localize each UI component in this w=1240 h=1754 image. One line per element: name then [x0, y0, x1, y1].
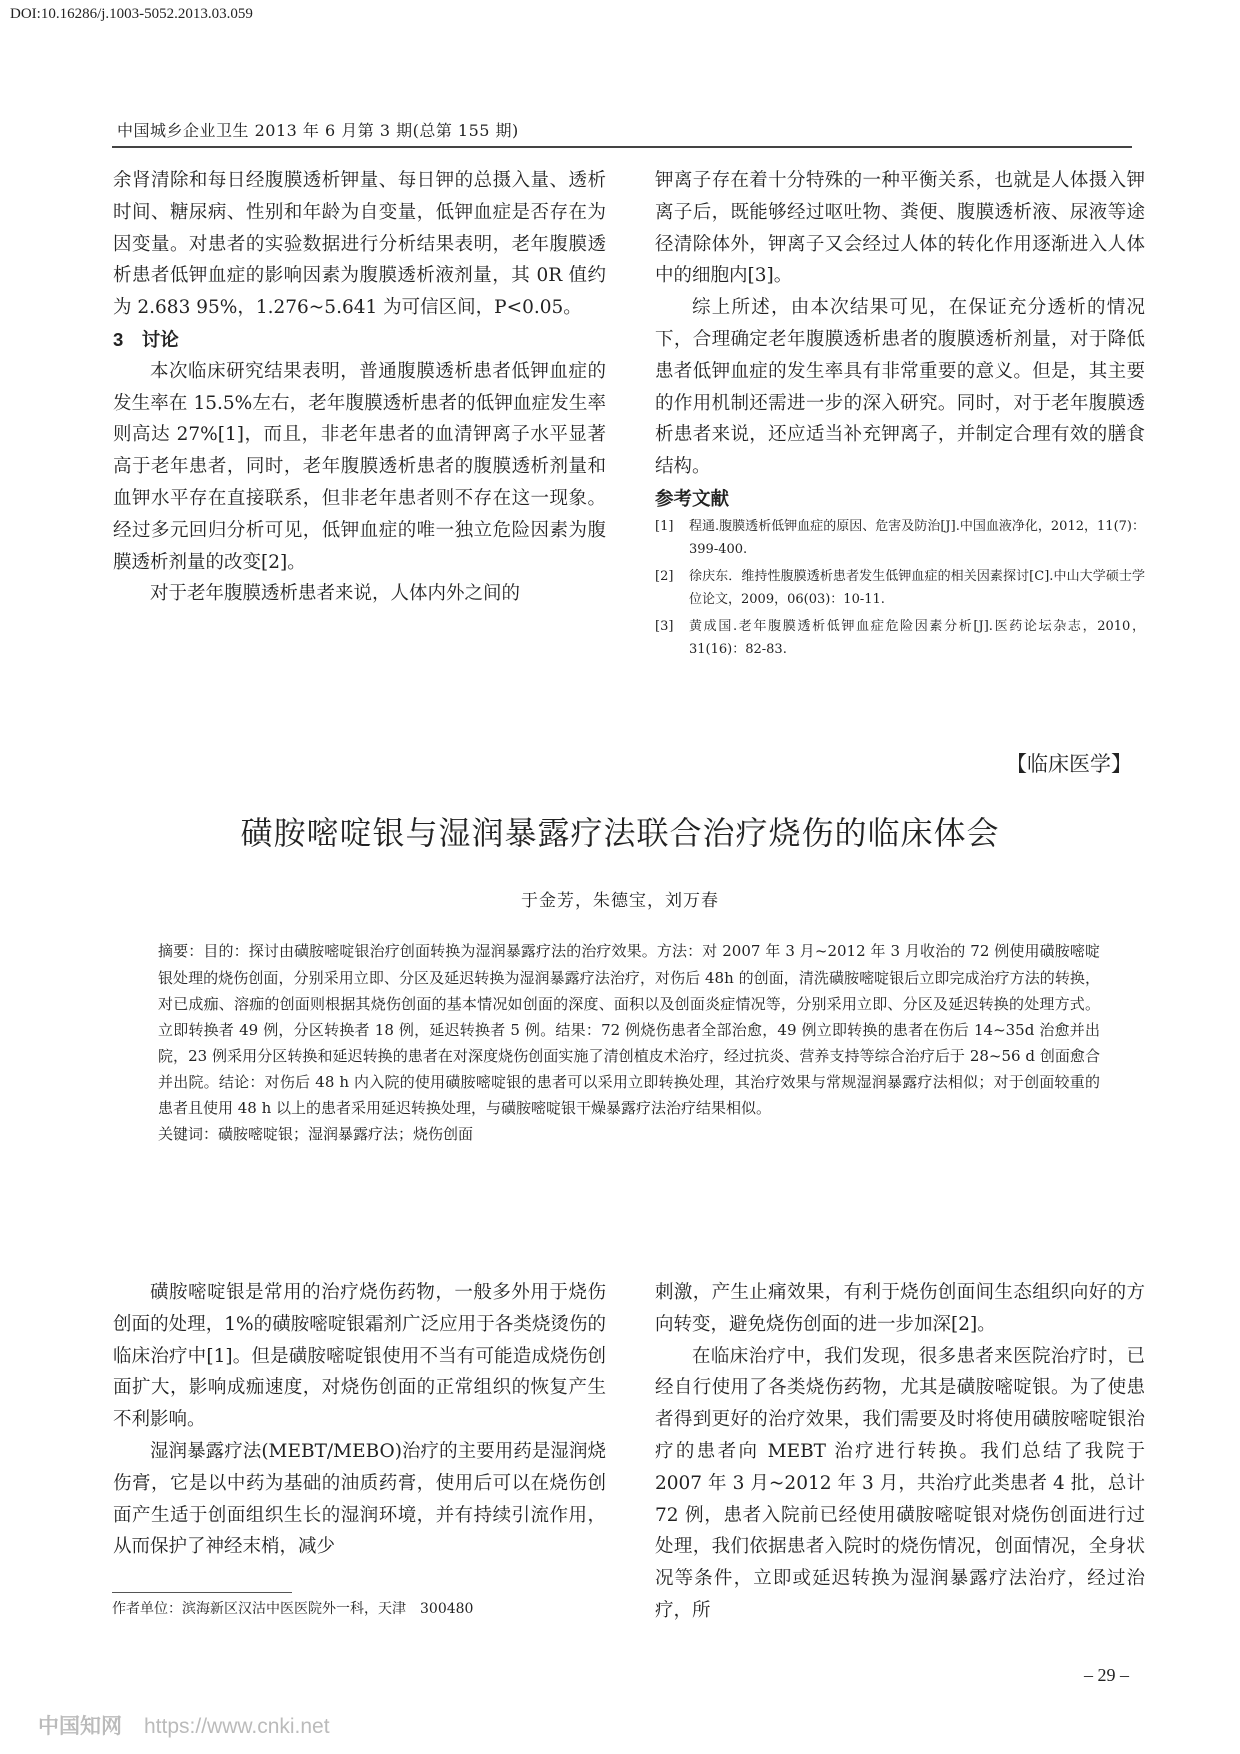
reference-item: [655, 515, 1145, 561]
top-right-column: [655, 165, 1145, 665]
watermark-brand: 中国知网: [38, 1715, 122, 1738]
keywords-label: 关键词：: [158, 1126, 219, 1143]
reference-item: [655, 565, 1145, 611]
paragraph: 湿润暴露疗法(MEBT/MEBO)治疗的主要用药是湿润烧伤膏，它是以中药为基础的油质药膏，使用后可以在烧伤创面产生适于创面组织生长的湿润环境，并有持续引流作用，从而保护了神经末梢，减少: [113, 1440, 606, 1558]
paragraph: 本次临床研究结果表明，普通腹膜透析患者低钾血症的发生率在 15.5%左右，老年腹膜透析患者的低钾血症发生率则高达 27%[1]，而且，非老年患者的血清钾离子水平显著高于老年患者，同时，老年腹膜透析患者的腹膜透析剂量和血钾水平存在直接联系，但非老年患者则不存在这一现象。经过多元回归分析可见，低钾血症的唯一独立危险因素为腹膜透析剂量的改变[2]。: [113, 360, 606, 573]
reference-text: 黄成国.老年腹膜透析低钾血症危险因素分析[J].医药论坛杂志，2010，31(16)：82-83.: [689, 618, 1145, 657]
body-right-column: [655, 1277, 1145, 1627]
paragraph: 刺激，产生止痛效果，有利于烧伤创面间生态组织向好的方向转变，避免烧伤创面的进一步加深[2]。: [655, 1282, 1145, 1335]
reference-text: 徐庆东．维持性腹膜透析患者发生低钾血症的相关因素探讨[C].中山大学硕士学位论文，2009，06(03)：10-11.: [689, 568, 1145, 607]
body-left-column: [113, 1277, 606, 1563]
watermark-url: https://www.cnki.net: [144, 1715, 330, 1738]
journal-header: 中国城乡企业卫生 2013 年 6 月第 3 期(总第 155 期): [117, 121, 519, 140]
paragraph: 余肾清除和每日经腹膜透析钾量、每日钾的总摄入量、透析时间、糖尿病、性别和年龄为自变量，低钾血症是否存在为因变量。对患者的实验数据进行分析结果表明，老年腹膜透析患者低钾血症的影响因素为腹膜透析液剂量，其 0R 值约为 2.683 95%，1.276~5.641 为可信区间，P<0.05。: [113, 170, 606, 319]
abstract: [158, 938, 1100, 1121]
header-rule: [112, 146, 1132, 148]
article-title: 磺胺嘧啶银与湿润暴露疗法联合治疗烧伤的临床体会: [240, 815, 1000, 851]
keywords: [158, 1121, 1100, 1148]
paragraph: 综上所述，由本次结果可见，在保证充分透析的情况下，合理确定老年腹膜透析患者的腹膜透析剂量，对于降低患者低钾血症的发生率具有非常重要的意义。但是，其主要的作用机制还需进一步的深入研究。同时，对于老年腹膜透析患者来说，还应适当补充钾离子，并制定合理有效的膳食结构。: [655, 297, 1145, 478]
abstract-block: [158, 938, 1100, 1148]
paragraph: 钾离子存在着十分特殊的一种平衡关系，也就是人体摄入钾离子后，既能够经过呕吐物、粪便、腹膜透析液、尿液等途径清除体外，钾离子又会经过人体的转化作用逐渐进入人体中的细胞内[3]。: [655, 170, 1145, 287]
abstract-text: 目的：探讨由磺胺嘧啶银治疗创面转换为湿润暴露疗法的治疗效果。方法：对 2007 年 3 月~2012 年 3 月收治的 72 例使用磺胺嘧啶银处理的烧伤创面，分别采用立即、分区及延迟转换为湿润暴露疗法治疗，对伤后 48h 的创面，清洗磺胺嘧啶银后立即完成治疗方法的转换，对已成痂、溶痂的创面则根据其烧伤创面的基本情况如创面的深度、面积以及创面炎症情况等，分别采用立即、分区及延迟转换的处理方式。立即转换者 49 例，分区转换者 18 例，延迟转换者 5 例。结果：72 例烧伤患者全部治愈，49 例立即转换的患者在伤后 14~35d 治愈并出院，23 例采用分区转换和延迟转换的患者在对深度烧伤创面实施了清创植皮术治疗，经过抗炎、营养支持等综合治疗后于 28~56 d 创面愈合并出院。结论：对伤后 48 h 内入院的使用磺胺嘧啶银的患者可以采用立即转换处理，其治疗效果与常规湿润暴露疗法相似；对于创面较重的患者且使用 48 h 以上的患者采用延迟转换处理，与磺胺嘧啶银干燥暴露疗法治疗结果相似。: [158, 942, 1100, 1117]
top-left-column: [113, 165, 606, 610]
page-number: – 29 –: [1084, 1665, 1129, 1685]
keywords-text: 磺胺嘧啶银；湿润暴露疗法；烧伤创面: [218, 1125, 474, 1143]
article-authors: 于金芳，朱德宝，刘万春: [521, 891, 719, 911]
reference-number: [2]: [655, 568, 674, 584]
section-heading: 3 讨论: [113, 328, 179, 350]
author-affiliation: 作者单位：滨海新区汉沽中医医院外一科，天津 300480: [112, 1601, 474, 1617]
reference-list: [655, 515, 1145, 661]
paragraph: 磺胺嘧啶银是常用的治疗烧伤药物，一般多外用于烧伤创面的处理，1%的磺胺嘧啶银霜剂广泛应用于各类烧烫伤的临床治疗中[1]。但是磺胺嘧啶银使用不当有可能造成烧伤创面扩大，影响成痂速度，对烧伤创面的正常组织的恢复产生不利影响。: [113, 1282, 606, 1431]
abstract-label: 摘要：: [158, 943, 204, 960]
reference-number: [3]: [655, 618, 674, 634]
watermark: [38, 1710, 330, 1740]
paragraph: 在临床治疗中，我们发现，很多患者来医院治疗时，已经自行使用了各类烧伤药物，尤其是磺胺嘧啶银。为了使患者得到更好的治疗效果，我们需要及时将使用磺胺嘧啶银治疗的患者向 MEBT 治疗进行转换。我们总结了我院于 2007 年 3 月~2012 年 3 月，共治疗此类患者 4 批，总计 72 例，患者入院前已经使用磺胺嘧啶银对烧伤创面进行过处理，我们依据患者入院时的烧伤情况，创面情况，全身状况等条件，立即或延迟转换为湿润暴露疗法治疗，经过治疗，所: [655, 1345, 1145, 1621]
reference-number: [1]: [655, 518, 674, 534]
paragraph: 对于老年腹膜透析患者来说，人体内外之间的: [150, 583, 521, 605]
reference-text: 程通.腹膜透析低钾血症的原因、危害及防治[J].中国血液净化，2012，11(7)：399-400.: [689, 518, 1145, 557]
footnote-rule: [112, 1592, 292, 1593]
doi-line: DOI:10.16286/j.1003-5052.2013.03.059: [10, 6, 253, 22]
category-tag: 【临床医学】: [1006, 753, 1132, 776]
reference-item: [655, 615, 1145, 661]
references-heading: 参考文献: [655, 487, 730, 509]
